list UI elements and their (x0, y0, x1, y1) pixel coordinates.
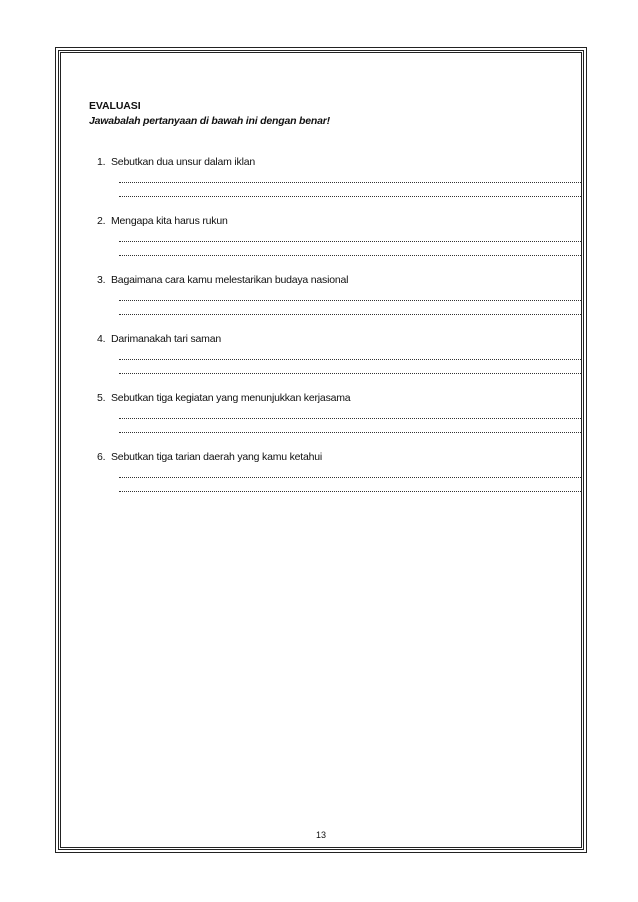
answer-line[interactable] (119, 346, 581, 360)
question-item (89, 273, 581, 332)
answer-line[interactable] (119, 183, 581, 197)
question-number: 4. (97, 333, 106, 345)
question-number: 6. (97, 451, 106, 463)
question-label: Sebutkan tiga kegiatan yang menunjukkan kerjasama (111, 392, 351, 404)
answer-line[interactable] (119, 287, 581, 301)
answer-line[interactable] (119, 228, 581, 242)
answer-line[interactable] (119, 478, 581, 492)
page-number: 13 (315, 830, 326, 840)
question-item (89, 332, 581, 391)
question-item (89, 155, 581, 214)
question-text (97, 332, 581, 346)
section-heading: EVALUASI (89, 100, 141, 112)
answer-line[interactable] (119, 169, 581, 183)
question-number: 2. (97, 215, 106, 227)
answer-line[interactable] (119, 301, 581, 315)
question-number: 5. (97, 392, 106, 404)
answer-line[interactable] (119, 405, 581, 419)
question-text (97, 155, 581, 169)
question-text (97, 273, 581, 287)
answer-line[interactable] (119, 464, 581, 478)
question-text (97, 391, 581, 405)
question-text (97, 214, 581, 228)
evaluation-section (89, 99, 581, 509)
question-list (89, 155, 581, 509)
question-label: Darimanakah tari saman (111, 333, 221, 345)
question-label: Sebutkan tiga tarian daerah yang kamu ketahui (111, 451, 323, 463)
question-number: 1. (97, 156, 106, 168)
page-border (58, 50, 584, 850)
question-label: Mengapa kita harus rukun (111, 215, 228, 227)
answer-line[interactable] (119, 242, 581, 256)
question-text (97, 450, 581, 464)
question-item (89, 391, 581, 450)
question-item (89, 450, 581, 509)
question-label: Bagaimana cara kamu melestarikan budaya nasional (111, 274, 349, 286)
answer-line[interactable] (119, 360, 581, 374)
answer-line[interactable] (119, 419, 581, 433)
section-instruction: Jawabalah pertanyaan di bawah ini dengan benar! (89, 115, 330, 127)
question-number: 3. (97, 274, 106, 286)
question-item (89, 214, 581, 273)
question-label: Sebutkan dua unsur dalam iklan (111, 156, 256, 168)
